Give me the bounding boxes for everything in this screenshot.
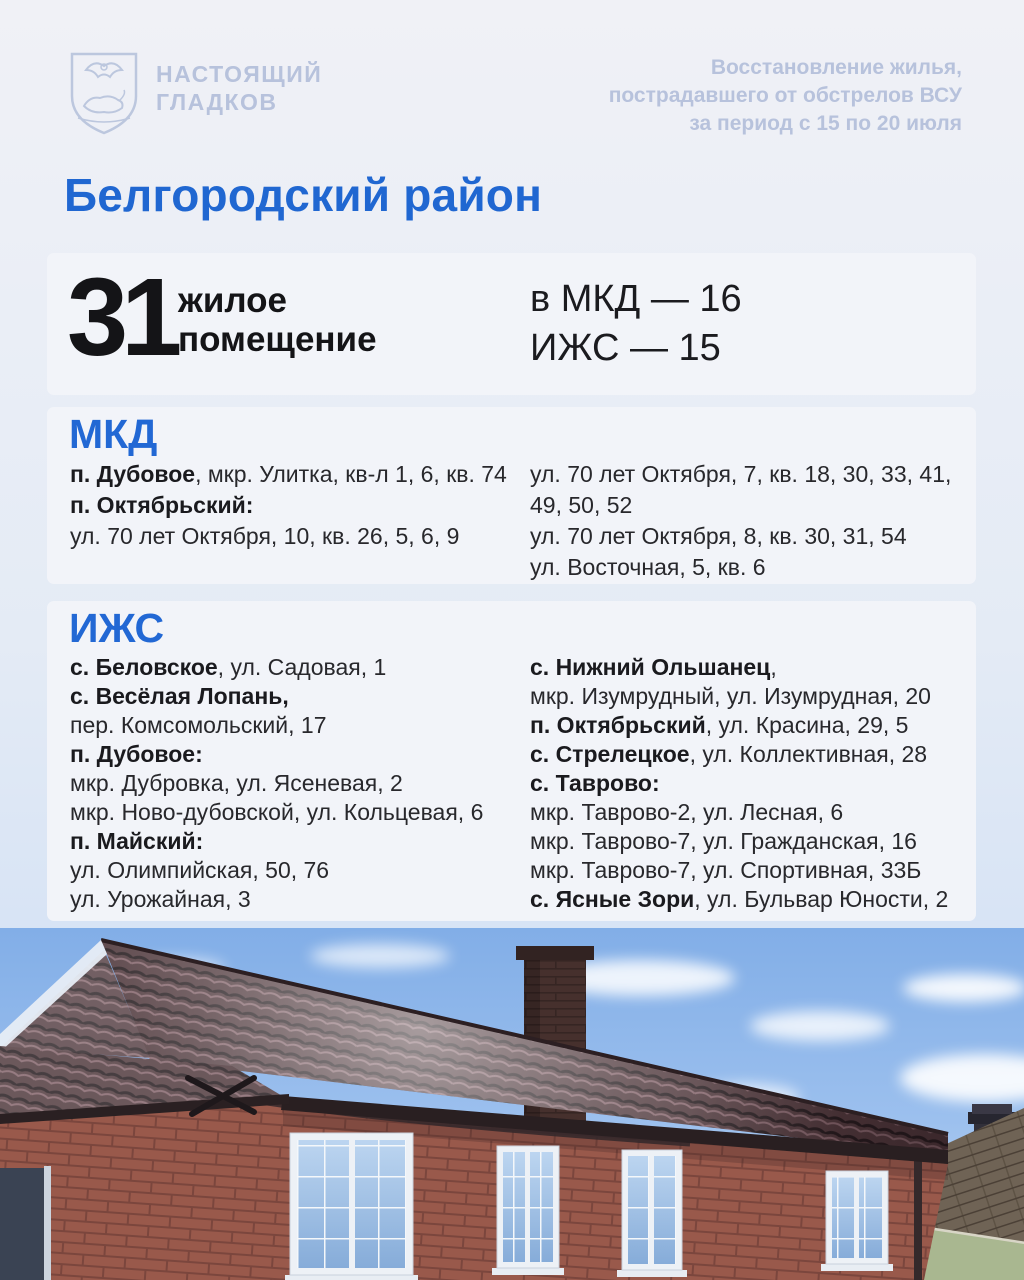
stat-label-line: помещение: [178, 319, 377, 359]
izhs-left-column: [70, 653, 522, 914]
address-line: [530, 740, 974, 769]
address-bold: п. Майский:: [70, 828, 204, 854]
address-text: , ул. Садовая, 1: [217, 654, 387, 680]
address-text: ул. 70 лет Октября, 8, кв. 30, 31, 54: [530, 523, 907, 549]
address-bold: с. Беловское: [70, 654, 218, 680]
address-line: [70, 521, 522, 552]
address-text: ул. 70 лет Октября, 10, кв. 26, 5, 6, 9: [70, 523, 460, 549]
subtitle-line: Восстановление жилья,: [710, 56, 962, 79]
address-text: ул. 70 лет Октября, 7, кв. 18, 30, 33, 41, 49, 50, 52: [530, 461, 952, 518]
address-line: [530, 552, 974, 583]
photo-window: [821, 1171, 893, 1271]
address-line: [530, 856, 974, 885]
stat-label-line: жилое: [178, 281, 287, 320]
coat-of-arms-icon: [66, 50, 142, 136]
photo-downpipe: [914, 1160, 922, 1280]
address-bold: с. Нижний Ольшанец: [530, 654, 771, 680]
address-line: [70, 740, 522, 769]
address-line: [70, 711, 522, 740]
address-line: [70, 769, 522, 798]
address-bold: п. Октябрьский:: [70, 492, 254, 518]
address-line: [530, 769, 974, 798]
address-line: [70, 653, 522, 682]
mkd-heading: МКД: [69, 411, 158, 457]
mkd-right-column: [530, 459, 974, 583]
address-line: [70, 798, 522, 827]
address-text: мкр. Таврово-7, ул. Гражданская, 16: [530, 828, 917, 854]
header-subtitle: [609, 54, 962, 138]
stat-label: [178, 282, 377, 359]
address-line: [530, 459, 974, 521]
address-text: ,: [770, 654, 777, 680]
photo-window: [285, 1133, 418, 1280]
mkd-left-column: [70, 459, 522, 552]
address-bold: п. Октябрьский: [530, 712, 706, 738]
logo-line: ГЛАДКОВ: [156, 89, 278, 116]
address-text: мкр. Таврово-7, ул. Спортивная, 33Б: [530, 857, 922, 883]
logo-line: НАСТОЯЩИЙ: [156, 61, 323, 87]
address-text: ул. Восточная, 5, кв. 6: [530, 554, 766, 580]
subtitle-line: пострадавшего от обстрелов ВСУ: [608, 83, 962, 107]
address-text: пер. Комсомольский, 17: [70, 712, 327, 738]
address-line: [530, 827, 974, 856]
address-line: [70, 827, 522, 856]
izhs-right-column: [530, 653, 974, 914]
header: [66, 50, 962, 138]
photo-corner-window: [0, 1168, 46, 1280]
address-text: ул. Урожайная, 3: [70, 886, 251, 912]
address-text: , мкр. Улитка, кв-л 1, 6, кв. 74: [195, 461, 507, 487]
address-text: мкр. Дубровка, ул. Ясеневая, 2: [70, 770, 403, 796]
address-text: , ул. Красина, 29, 5: [705, 712, 909, 738]
stats-card: [47, 253, 976, 395]
izhs-heading: ИЖС: [69, 605, 165, 651]
logo: [66, 50, 322, 138]
address-bold: с. Стрелецкое: [530, 741, 690, 767]
address-line: [530, 885, 974, 914]
address-line: [530, 798, 974, 827]
izhs-card: [47, 601, 976, 921]
address-text: ул. Олимпийская, 50, 76: [70, 857, 330, 883]
stat-breakdown: [530, 275, 742, 374]
stat-number: 31: [67, 256, 176, 379]
address-line: [70, 885, 522, 914]
address-text: , ул. Бульвар Юности, 2: [694, 886, 949, 912]
address-line: [530, 682, 974, 711]
address-text: , ул. Коллективная, 28: [689, 741, 928, 767]
address-line: [70, 856, 522, 885]
address-line: [530, 653, 974, 682]
address-line: [530, 711, 974, 740]
stat-mkd-line: в МКД — 16: [530, 278, 742, 320]
address-line: [70, 490, 522, 521]
address-line: [530, 521, 974, 552]
address-text: мкр. Изумрудный, ул. Изумрудная, 20: [530, 683, 931, 709]
subtitle-line: за период с 15 по 20 июля: [689, 111, 962, 135]
address-line: [70, 459, 522, 490]
logo-text: [156, 60, 322, 116]
address-bold: с. Весёлая Лопань,: [70, 683, 289, 709]
address-bold: п. Дубовое: [70, 461, 196, 487]
mkd-card: [47, 407, 976, 584]
house-photo-art: [0, 928, 1024, 1280]
address-text: мкр. Таврово-2, ул. Лесная, 6: [530, 799, 844, 825]
address-bold: с. Таврово:: [530, 770, 660, 796]
photo-window: [617, 1150, 687, 1277]
stat-izhs-line: ИЖС — 15: [530, 327, 721, 370]
address-bold: с. Ясные Зори: [530, 886, 695, 912]
photo-window: [492, 1146, 564, 1275]
house-photo: [0, 928, 1024, 1280]
address-line: [70, 682, 522, 711]
address-bold: п. Дубовое:: [70, 741, 203, 767]
page-title: Белгородский район: [64, 169, 543, 221]
address-text: мкр. Ново-дубовской, ул. Кольцевая, 6: [70, 799, 484, 825]
